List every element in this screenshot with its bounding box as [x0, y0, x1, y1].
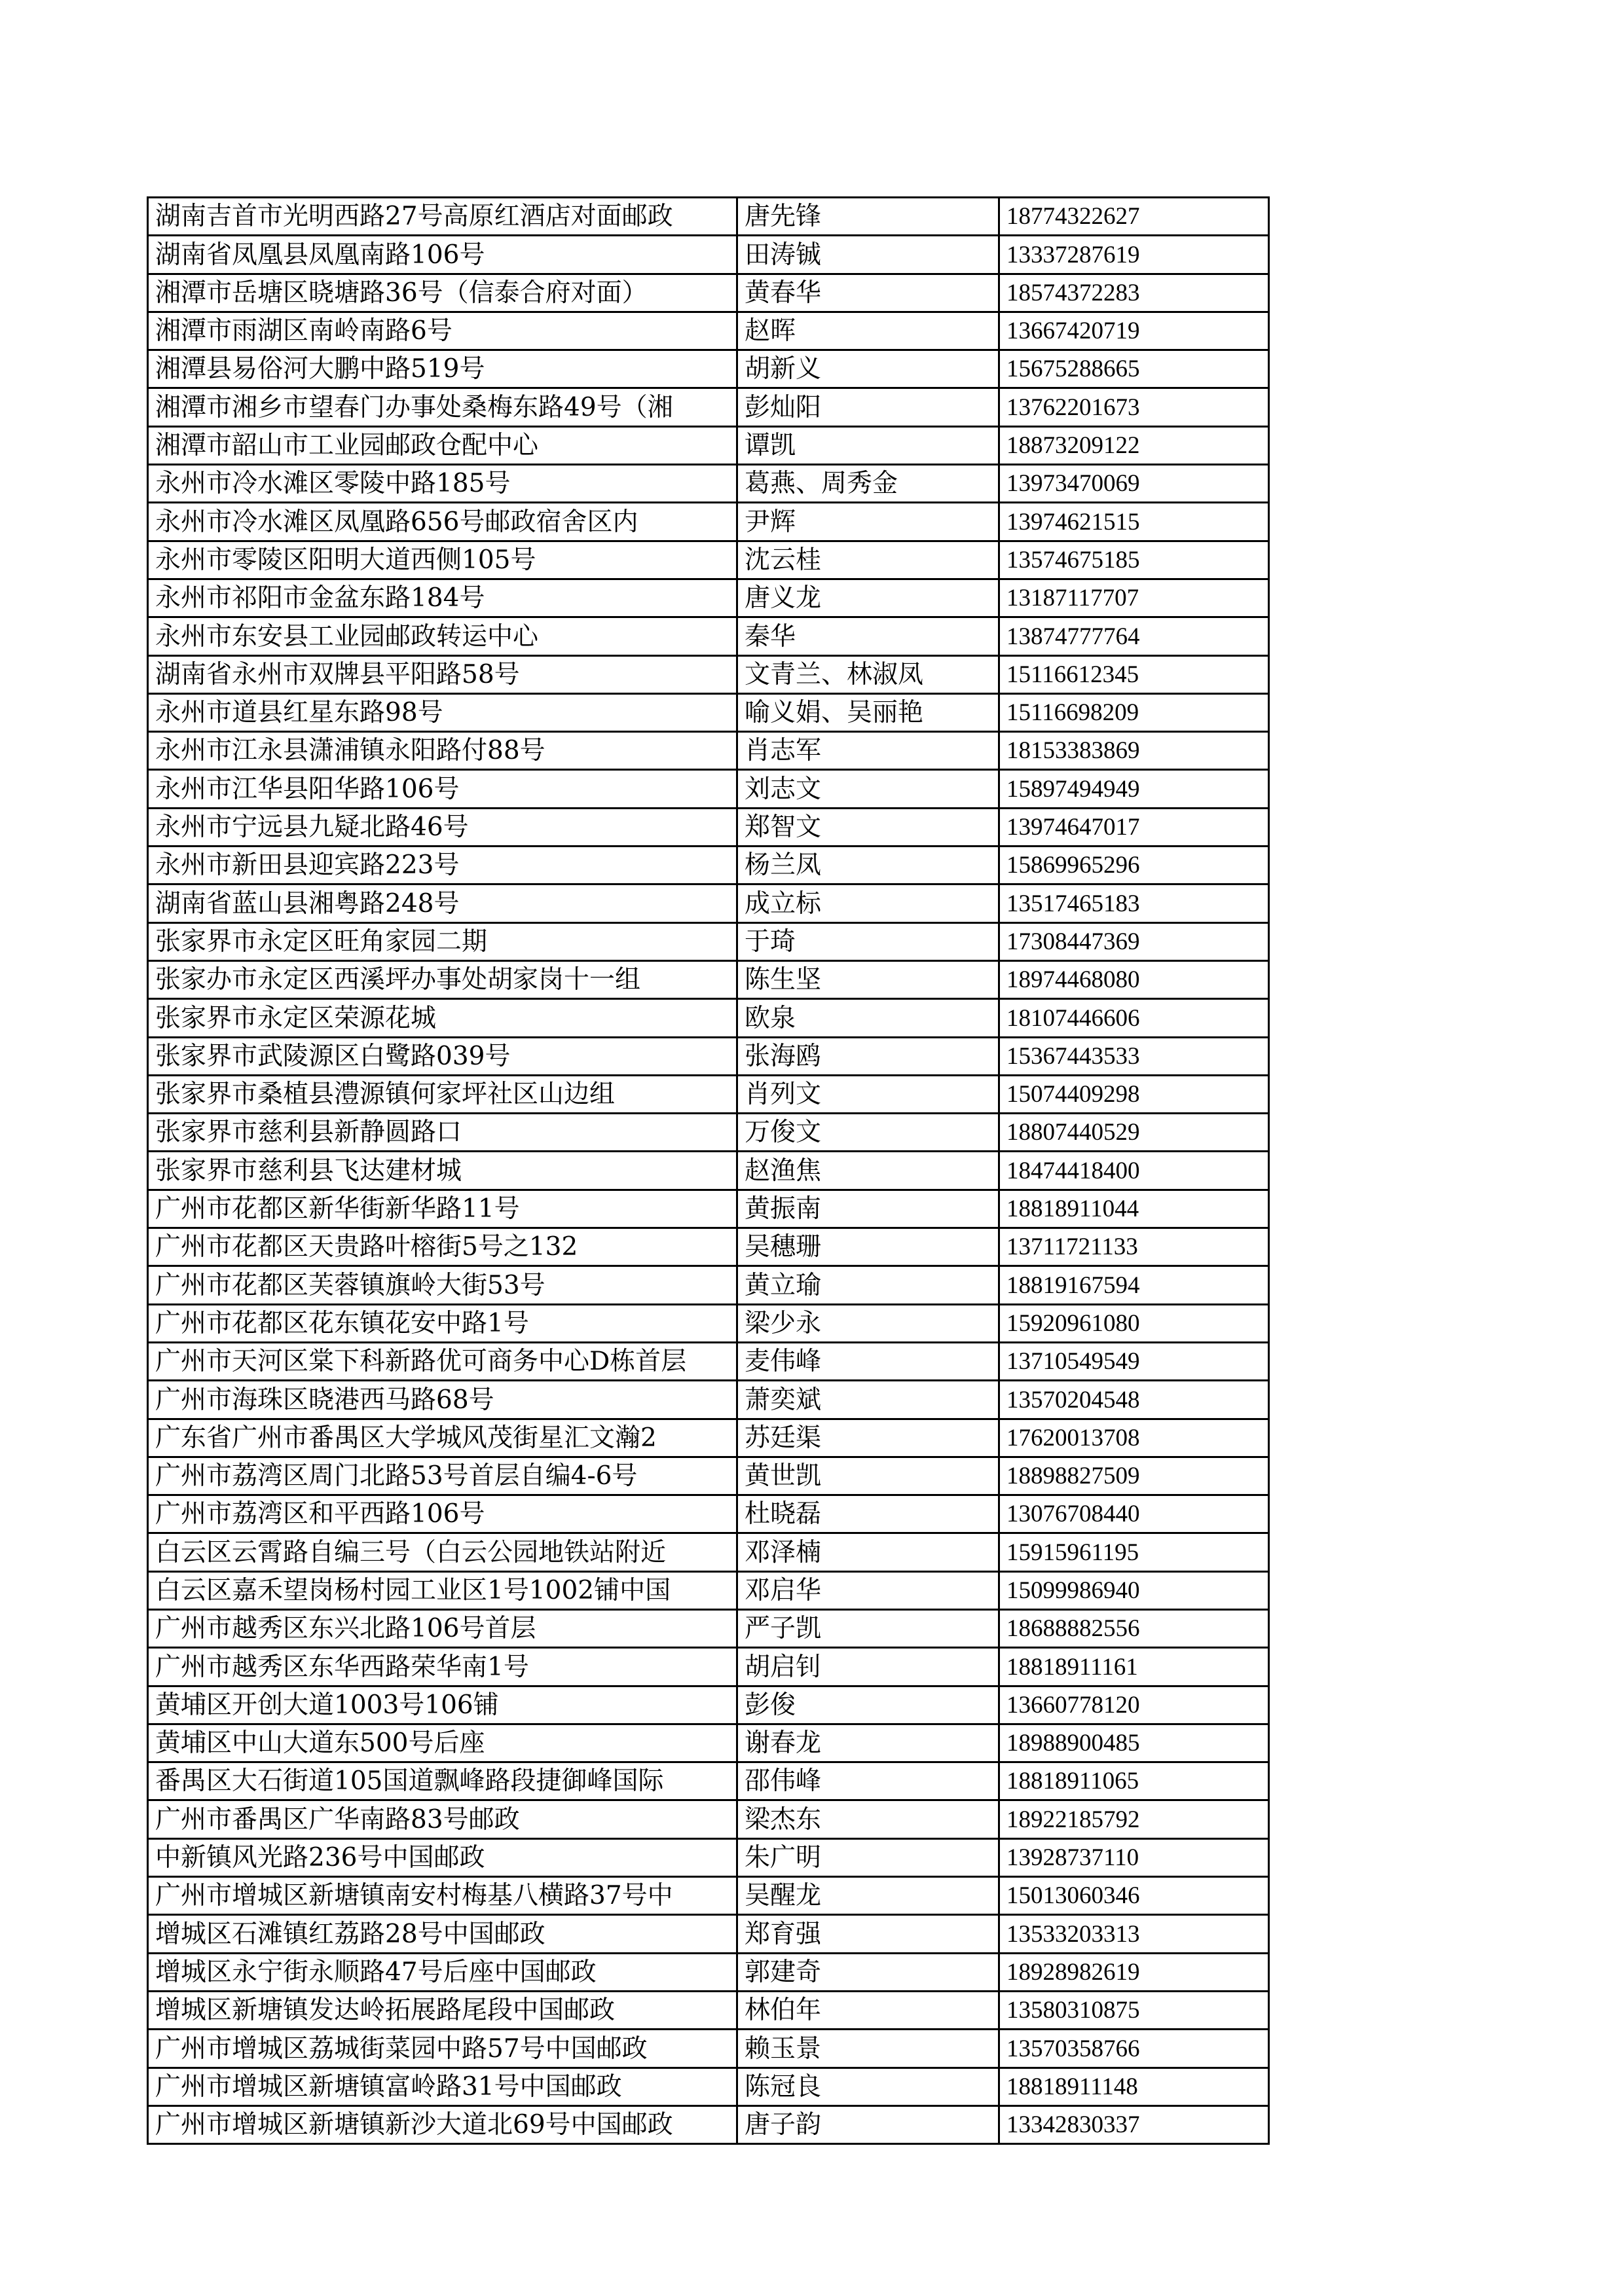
address-cell: 永州市道县红星东路98号	[148, 693, 737, 731]
address-cell: 黄埔区开创大道1003号106铺	[148, 1686, 737, 1724]
address-cell: 广州市花都区新华街新华路11号	[148, 1190, 737, 1228]
name-cell: 胡新义	[737, 350, 999, 388]
address-cell: 广州市增城区荔城街菜园中路57号中国邮政	[148, 2030, 737, 2068]
table-row	[148, 693, 1269, 731]
name-cell: 赖玉景	[737, 2030, 999, 2068]
name-cell: 林伯年	[737, 1991, 999, 2029]
phone-cell: 18898827509	[999, 1457, 1269, 1495]
phone-cell: 13711721133	[999, 1228, 1269, 1266]
address-cell: 永州市江华县阳华路106号	[148, 770, 737, 808]
phone-cell: 15920961080	[999, 1304, 1269, 1342]
address-cell: 永州市冷水滩区凤凰路656号邮政宿舍区内	[148, 503, 737, 541]
name-cell: 黄振南	[737, 1190, 999, 1228]
address-cell: 广州市花都区花东镇花安中路1号	[148, 1304, 737, 1342]
address-cell: 永州市东安县工业园邮政转运中心	[148, 617, 737, 655]
name-cell: 欧泉	[737, 999, 999, 1037]
phone-cell: 18922185792	[999, 1800, 1269, 1838]
address-cell: 湖南省蓝山县湘粤路248号	[148, 884, 737, 922]
name-cell: 梁杰东	[737, 1800, 999, 1838]
address-cell: 增城区石滩镇红荔路28号中国邮政	[148, 1915, 737, 1953]
name-cell: 谭凯	[737, 426, 999, 464]
phone-cell: 18818911065	[999, 1762, 1269, 1800]
phone-cell: 18819167594	[999, 1266, 1269, 1304]
address-cell: 广州市荔湾区周门北路53号首层自编4-6号	[148, 1457, 737, 1495]
address-cell: 广州市天河区棠下科新路优可商务中心D栋首层	[148, 1342, 737, 1380]
phone-cell: 15013060346	[999, 1877, 1269, 1915]
name-cell: 萧奕斌	[737, 1381, 999, 1419]
address-cell: 永州市宁远县九疑北路46号	[148, 808, 737, 846]
address-cell: 湘潭市韶山市工业园邮政仓配中心	[148, 426, 737, 464]
phone-cell: 17620013708	[999, 1419, 1269, 1457]
table-row	[148, 1152, 1269, 1190]
name-cell: 彭俊	[737, 1686, 999, 1724]
address-cell: 张家界市慈利县新静圆路口	[148, 1114, 737, 1152]
name-cell: 邓泽楠	[737, 1533, 999, 1571]
phone-cell: 18107446606	[999, 999, 1269, 1037]
address-cell: 永州市新田县迎宾路223号	[148, 847, 737, 884]
name-cell: 陈生坚	[737, 960, 999, 998]
name-cell: 喻义娟、吴丽艳	[737, 693, 999, 731]
address-cell: 增城区新塘镇发达岭拓展路尾段中国邮政	[148, 1991, 737, 2029]
phone-cell: 15116612345	[999, 655, 1269, 693]
table-row	[148, 1075, 1269, 1113]
phone-cell: 13667420719	[999, 312, 1269, 350]
name-cell: 杨兰凤	[737, 847, 999, 884]
address-cell: 张家界市桑植县澧源镇何家坪社区山边组	[148, 1075, 737, 1113]
address-cell: 张家界市永定区旺角家园二期	[148, 922, 737, 960]
phone-cell: 15074409298	[999, 1075, 1269, 1113]
table-row	[148, 960, 1269, 998]
phone-cell: 13570358766	[999, 2030, 1269, 2068]
phone-cell: 18807440529	[999, 1114, 1269, 1152]
address-cell: 白云区嘉禾望岗杨村园工业区1号1002铺中国	[148, 1571, 737, 1609]
name-cell: 胡启钊	[737, 1648, 999, 1686]
table-row	[148, 274, 1269, 312]
phone-cell: 18688882556	[999, 1609, 1269, 1647]
contact-table-body	[148, 198, 1269, 2144]
name-cell: 郭建奇	[737, 1953, 999, 1991]
phone-cell: 13076708440	[999, 1495, 1269, 1533]
name-cell: 郑育强	[737, 1915, 999, 1953]
table-row	[148, 1228, 1269, 1266]
address-cell: 张家界市慈利县飞达建材城	[148, 1152, 737, 1190]
table-row	[148, 1304, 1269, 1342]
address-cell: 广州市增城区新塘镇新沙大道北69号中国邮政	[148, 2105, 737, 2143]
phone-cell: 18818911148	[999, 2068, 1269, 2105]
phone-cell: 13533203313	[999, 1915, 1269, 1953]
table-row	[148, 503, 1269, 541]
address-cell: 广州市花都区天贵路叶榕街5号之132	[148, 1228, 737, 1266]
table-row	[148, 770, 1269, 808]
table-row	[148, 1991, 1269, 2029]
table-row	[148, 426, 1269, 464]
phone-cell: 13974621515	[999, 503, 1269, 541]
table-row	[148, 388, 1269, 426]
name-cell: 唐先锋	[737, 198, 999, 236]
phone-cell: 13973470069	[999, 465, 1269, 503]
phone-cell: 13574675185	[999, 541, 1269, 579]
phone-cell: 13660778120	[999, 1686, 1269, 1724]
phone-cell: 13974647017	[999, 808, 1269, 846]
name-cell: 黄春华	[737, 274, 999, 312]
table-row	[148, 1114, 1269, 1152]
name-cell: 唐子韵	[737, 2105, 999, 2143]
table-row	[148, 312, 1269, 350]
phone-cell: 15099986940	[999, 1571, 1269, 1609]
table-row	[148, 1762, 1269, 1800]
address-cell: 广州市增城区新塘镇南安村梅基八横路37号中	[148, 1877, 737, 1915]
name-cell: 邵伟峰	[737, 1762, 999, 1800]
table-row	[148, 1457, 1269, 1495]
table-row	[148, 541, 1269, 579]
table-row	[148, 236, 1269, 274]
phone-cell: 18774322627	[999, 198, 1269, 236]
table-row	[148, 2105, 1269, 2143]
table-row	[148, 198, 1269, 236]
address-cell: 张家界市武陵源区白鹭路039号	[148, 1037, 737, 1075]
address-cell: 广州市荔湾区和平西路106号	[148, 1495, 737, 1533]
table-row	[148, 655, 1269, 693]
name-cell: 郑智文	[737, 808, 999, 846]
phone-cell: 15897494949	[999, 770, 1269, 808]
table-row	[148, 884, 1269, 922]
phone-cell: 13762201673	[999, 388, 1269, 426]
address-cell: 湖南省永州市双牌县平阳路58号	[148, 655, 737, 693]
address-cell: 广州市番禺区广华南路83号邮政	[148, 1800, 737, 1838]
name-cell: 邓启华	[737, 1571, 999, 1609]
phone-cell: 13928737110	[999, 1838, 1269, 1876]
table-row	[148, 1342, 1269, 1380]
name-cell: 谢春龙	[737, 1724, 999, 1762]
address-cell: 广州市增城区新塘镇富岭路31号中国邮政	[148, 2068, 737, 2105]
name-cell: 刘志文	[737, 770, 999, 808]
address-cell: 张家界市永定区荣源花城	[148, 999, 737, 1037]
address-cell: 广东省广州市番禺区大学城风茂街星汇文瀚2	[148, 1419, 737, 1457]
name-cell: 赵晖	[737, 312, 999, 350]
name-cell: 秦华	[737, 617, 999, 655]
address-cell: 湘潭县易俗河大鹏中路519号	[148, 350, 737, 388]
name-cell: 梁少永	[737, 1304, 999, 1342]
phone-cell: 18474418400	[999, 1152, 1269, 1190]
phone-cell: 13517465183	[999, 884, 1269, 922]
address-cell: 湘潭市雨湖区南岭南路6号	[148, 312, 737, 350]
table-row	[148, 1609, 1269, 1647]
phone-cell: 13342830337	[999, 2105, 1269, 2143]
name-cell: 唐义龙	[737, 579, 999, 617]
name-cell: 彭灿阳	[737, 388, 999, 426]
address-cell: 广州市越秀区东兴北路106号首层	[148, 1609, 737, 1647]
table-row	[148, 1877, 1269, 1915]
table-row	[148, 999, 1269, 1037]
name-cell: 严子凯	[737, 1609, 999, 1647]
name-cell: 苏廷渠	[737, 1419, 999, 1457]
table-row	[148, 1686, 1269, 1724]
table-row	[148, 1800, 1269, 1838]
address-cell: 中新镇风光路236号中国邮政	[148, 1838, 737, 1876]
table-row	[148, 1724, 1269, 1762]
phone-cell: 15116698209	[999, 693, 1269, 731]
name-cell: 黄世凯	[737, 1457, 999, 1495]
table-row	[148, 1838, 1269, 1876]
table-row	[148, 1266, 1269, 1304]
address-cell: 增城区永宁街永顺路47号后座中国邮政	[148, 1953, 737, 1991]
table-row	[148, 808, 1269, 846]
name-cell: 吴醒龙	[737, 1877, 999, 1915]
table-row	[148, 1915, 1269, 1953]
address-cell: 广州市花都区芙蓉镇旗岭大街53号	[148, 1266, 737, 1304]
name-cell: 吴穗珊	[737, 1228, 999, 1266]
name-cell: 陈冠良	[737, 2068, 999, 2105]
table-row	[148, 1571, 1269, 1609]
name-cell: 田涛铖	[737, 236, 999, 274]
table-row	[148, 617, 1269, 655]
address-cell: 永州市冷水滩区零陵中路185号	[148, 465, 737, 503]
table-row	[148, 1381, 1269, 1419]
table-row	[148, 1533, 1269, 1571]
table-row	[148, 2030, 1269, 2068]
name-cell: 万俊文	[737, 1114, 999, 1152]
address-cell: 张家办市永定区西溪坪办事处胡家岗十一组	[148, 960, 737, 998]
table-row	[148, 350, 1269, 388]
phone-cell: 18873209122	[999, 426, 1269, 464]
name-cell: 成立标	[737, 884, 999, 922]
address-cell: 湘潭市岳塘区晓塘路36号（信泰合府对面）	[148, 274, 737, 312]
table-row	[148, 465, 1269, 503]
phone-cell: 15869965296	[999, 847, 1269, 884]
phone-cell: 18818911161	[999, 1648, 1269, 1686]
phone-cell: 18974468080	[999, 960, 1269, 998]
table-row	[148, 1495, 1269, 1533]
name-cell: 朱广明	[737, 1838, 999, 1876]
name-cell: 文青兰、林淑凤	[737, 655, 999, 693]
table-row	[148, 579, 1269, 617]
phone-cell: 13187117707	[999, 579, 1269, 617]
phone-cell: 13710549549	[999, 1342, 1269, 1380]
phone-cell: 15915961195	[999, 1533, 1269, 1571]
phone-cell: 13337287619	[999, 236, 1269, 274]
address-cell: 广州市海珠区晓港西马路68号	[148, 1381, 737, 1419]
address-cell: 永州市祁阳市金盆东路184号	[148, 579, 737, 617]
name-cell: 葛燕、周秀金	[737, 465, 999, 503]
table-row	[148, 1648, 1269, 1686]
contact-table	[147, 196, 1270, 2145]
table-row	[148, 1953, 1269, 1991]
phone-cell: 18574372283	[999, 274, 1269, 312]
name-cell: 尹辉	[737, 503, 999, 541]
table-row	[148, 1419, 1269, 1457]
name-cell: 肖列文	[737, 1075, 999, 1113]
address-cell: 黄埔区中山大道东500号后座	[148, 1724, 737, 1762]
name-cell: 赵渔焦	[737, 1152, 999, 1190]
phone-cell: 18988900485	[999, 1724, 1269, 1762]
phone-cell: 13570204548	[999, 1381, 1269, 1419]
phone-cell: 18928982619	[999, 1953, 1269, 1991]
address-cell: 番禺区大石街道105国道飘峰路段捷御峰国际	[148, 1762, 737, 1800]
table-row	[148, 732, 1269, 770]
name-cell: 张海鸥	[737, 1037, 999, 1075]
table-row	[148, 1037, 1269, 1075]
address-cell: 湖南省凤凰县凤凰南路106号	[148, 236, 737, 274]
name-cell: 黄立瑜	[737, 1266, 999, 1304]
phone-cell: 17308447369	[999, 922, 1269, 960]
address-cell: 广州市越秀区东华西路荣华南1号	[148, 1648, 737, 1686]
table-row	[148, 1190, 1269, 1228]
address-cell: 湖南吉首市光明西路27号高原红酒店对面邮政	[148, 198, 737, 236]
name-cell: 于琦	[737, 922, 999, 960]
phone-cell: 13580310875	[999, 1991, 1269, 2029]
address-cell: 永州市江永县潇浦镇永阳路付88号	[148, 732, 737, 770]
phone-cell: 15675288665	[999, 350, 1269, 388]
name-cell: 杜晓磊	[737, 1495, 999, 1533]
table-row	[148, 2068, 1269, 2105]
phone-cell: 15367443533	[999, 1037, 1269, 1075]
name-cell: 肖志军	[737, 732, 999, 770]
phone-cell: 13874777764	[999, 617, 1269, 655]
address-cell: 湘潭市湘乡市望春门办事处桑梅东路49号（湘	[148, 388, 737, 426]
table-row	[148, 847, 1269, 884]
address-cell: 白云区云霄路自编三号（白云公园地铁站附近	[148, 1533, 737, 1571]
phone-cell: 18153383869	[999, 732, 1269, 770]
address-cell: 永州市零陵区阳明大道西侧105号	[148, 541, 737, 579]
name-cell: 麦伟峰	[737, 1342, 999, 1380]
phone-cell: 18818911044	[999, 1190, 1269, 1228]
table-row	[148, 922, 1269, 960]
name-cell: 沈云桂	[737, 541, 999, 579]
